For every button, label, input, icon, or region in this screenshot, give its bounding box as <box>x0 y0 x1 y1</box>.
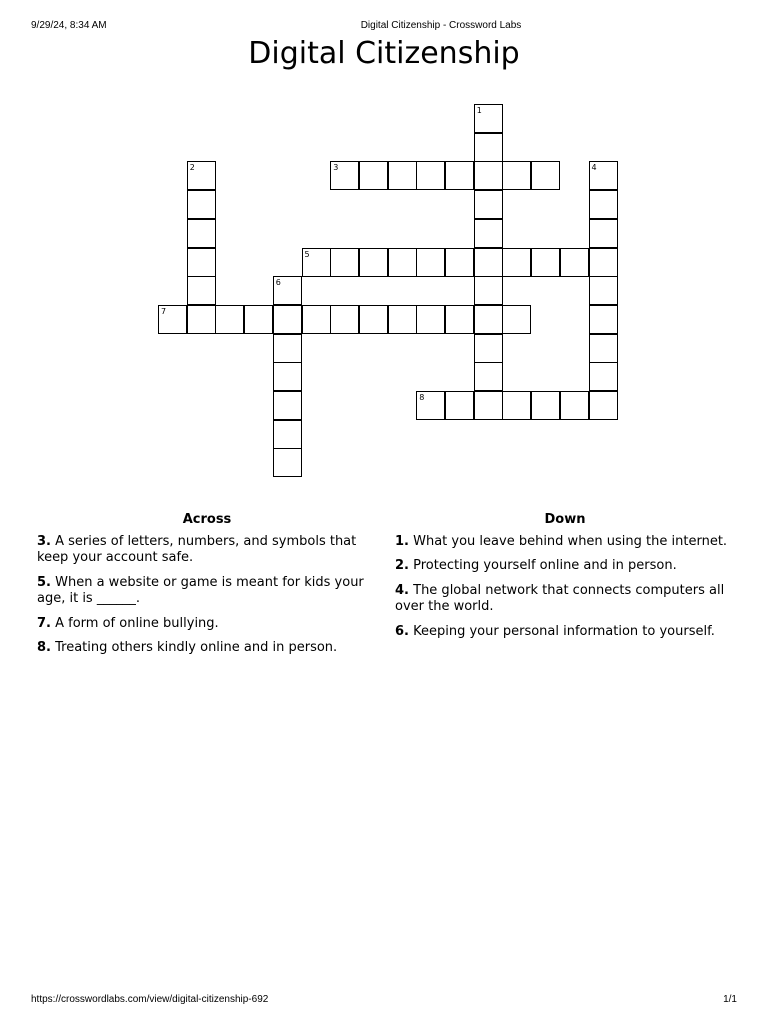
cell-number: 5 <box>304 249 310 259</box>
down-heading: Down <box>544 512 586 527</box>
crossword-cell <box>187 190 216 219</box>
crossword-cell <box>589 219 618 248</box>
crossword-cell <box>589 334 618 363</box>
clue-text: When a website or game is meant for kids your age, it is ______. <box>37 574 364 606</box>
clue-text: A form of online bullying. <box>55 615 219 631</box>
crossword-cell <box>531 391 560 420</box>
crossword-cell <box>273 362 302 391</box>
crossword-cell <box>502 161 531 190</box>
cell-number: 1 <box>476 106 482 115</box>
cell-number: 2 <box>189 163 195 173</box>
clue-down-2 <box>395 558 735 575</box>
clue-text: Treating others kindly online and in person. <box>55 640 338 655</box>
crossword-cell <box>359 248 388 277</box>
crossword-cell <box>273 420 302 449</box>
crossword-cell <box>589 190 618 219</box>
crossword-cell <box>589 305 618 334</box>
clue-number: 8. <box>37 640 51 655</box>
crossword-cell <box>416 161 445 190</box>
crossword-cell <box>589 362 618 391</box>
crossword-cell <box>474 391 503 420</box>
crossword-cell <box>445 305 474 334</box>
crossword-cell <box>560 391 589 420</box>
crossword-cell <box>187 248 216 277</box>
clue-down-1 <box>395 534 735 551</box>
crossword-cell <box>302 248 331 277</box>
crossword-cell <box>158 305 187 334</box>
crossword-cell <box>474 104 503 133</box>
crossword-cell <box>502 248 531 277</box>
crossword-cell <box>445 161 474 190</box>
clue-text: Protecting yourself online and in person. <box>413 558 677 573</box>
crossword-cell <box>445 391 474 420</box>
crossword-cell <box>416 391 445 420</box>
clue-across-8 <box>37 640 377 657</box>
print-page-title: Digital Citizenship - Crossword Labs <box>360 20 522 31</box>
clue-text: A series of letters, numbers, and symbols that keep your account safe. <box>37 533 357 565</box>
crossword-cell <box>273 305 302 334</box>
crossword-cell <box>273 448 302 477</box>
page-title: Digital Citizenship <box>248 36 520 71</box>
crossword-grid <box>0 0 768 500</box>
crossword-cell <box>388 161 417 190</box>
crossword-cell <box>474 161 503 190</box>
cell-number: 4 <box>591 163 597 173</box>
across-clues <box>37 512 377 665</box>
crossword-cell <box>187 305 216 334</box>
cell-number: 8 <box>419 393 425 402</box>
crossword-cell <box>474 334 503 363</box>
crossword-cell <box>531 248 560 277</box>
crossword-cell <box>531 161 560 190</box>
crossword-cell <box>187 161 216 190</box>
clue-down-6 <box>395 624 735 641</box>
crossword-cell <box>388 305 417 334</box>
cell-number: 3 <box>333 163 339 173</box>
crossword-cell <box>474 305 503 334</box>
clue-number: 6. <box>395 623 409 639</box>
print-datetime: 9/29/24, 8:34 AM <box>31 20 107 31</box>
crossword-cell <box>474 219 503 248</box>
clue-across-5 <box>37 575 377 608</box>
clue-across-7 <box>37 616 377 633</box>
clue-number: 4. <box>395 582 409 598</box>
clue-text: What you leave behind when using the internet. <box>413 533 728 549</box>
crossword-cell <box>302 305 331 334</box>
crossword-cell <box>244 305 273 334</box>
print-page-number: 1/1 <box>723 994 737 1005</box>
crossword-cell <box>388 248 417 277</box>
crossword-cell <box>589 276 618 305</box>
clue-down-4 <box>395 583 735 616</box>
clue-number: 7. <box>37 615 51 631</box>
crossword-cell <box>273 334 302 363</box>
crossword-cell <box>589 391 618 420</box>
crossword-cell <box>560 248 589 277</box>
crossword-cell <box>215 305 244 334</box>
crossword-cell <box>502 305 531 334</box>
clue-text: The global network that connects computers all over the world. <box>395 582 725 614</box>
clue-number: 3. <box>37 533 51 549</box>
down-clues <box>395 512 735 648</box>
crossword-cell <box>474 362 503 391</box>
clue-number: 5. <box>37 574 51 590</box>
crossword-cell <box>589 161 618 190</box>
crossword-cell <box>273 276 302 305</box>
clue-across-3 <box>37 534 377 567</box>
crossword-cell <box>330 248 359 277</box>
crossword-cell <box>474 190 503 219</box>
crossword-cell <box>187 219 216 248</box>
crossword-cell <box>330 305 359 334</box>
crossword-cell <box>416 248 445 277</box>
crossword-cell <box>502 391 531 420</box>
crossword-cell <box>359 161 388 190</box>
clue-text: Keeping your personal information to yourself. <box>413 623 715 639</box>
clue-number: 2. <box>395 558 409 573</box>
print-url: https://crosswordlabs.com/view/digital-citizenship-692 <box>31 994 269 1005</box>
crossword-cell <box>474 133 503 162</box>
across-heading: Across <box>182 512 232 527</box>
clue-number: 1. <box>395 533 409 549</box>
crossword-cell <box>330 161 359 190</box>
cell-number: 6 <box>275 278 281 288</box>
crossword-cell <box>589 248 618 277</box>
crossword-cell <box>359 305 388 334</box>
crossword-cell <box>445 248 474 277</box>
cell-number: 7 <box>161 306 167 316</box>
crossword-cell <box>474 276 503 305</box>
crossword-cell <box>416 305 445 334</box>
crossword-cell <box>273 391 302 420</box>
crossword-cell <box>187 276 216 305</box>
crossword-cell <box>474 248 503 277</box>
